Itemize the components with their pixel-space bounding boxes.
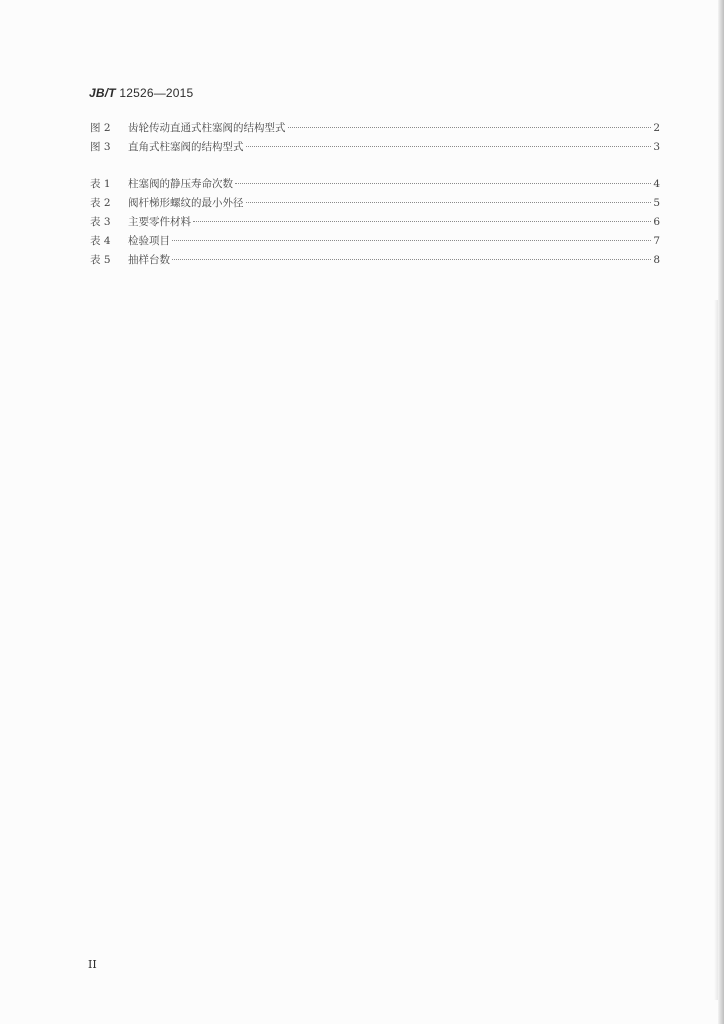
- toc-entry-title: 阀杆梯形螺纹的最小外径: [128, 197, 244, 209]
- toc-entry-figure-3[interactable]: [90, 139, 660, 158]
- toc-entry-label: 表 2: [90, 197, 111, 209]
- toc-entry-label: 表 5: [90, 254, 111, 266]
- toc-entry-table-2[interactable]: [90, 195, 660, 214]
- toc-entry-figure-2[interactable]: [90, 120, 660, 139]
- leader-dots: [172, 240, 651, 241]
- toc-entry-label: 表 4: [90, 235, 111, 247]
- leader-dots: [172, 259, 651, 260]
- toc-entry-table-1[interactable]: [90, 176, 660, 195]
- toc-entry-table-5[interactable]: [90, 252, 660, 271]
- document-header: [89, 86, 193, 100]
- standard-code: JB/T: [89, 86, 116, 100]
- leader-dots: [235, 183, 651, 184]
- toc-entry-page: 2: [653, 122, 660, 134]
- standard-number: 12526—2015: [119, 86, 194, 100]
- leader-dots: [193, 221, 651, 222]
- toc-entry-title: 主要零件材料: [128, 216, 191, 228]
- toc-entry-page: 5: [653, 197, 660, 209]
- toc-entry-label: 表 1: [90, 178, 111, 190]
- table-of-contents: [90, 120, 660, 289]
- toc-entry-title: 直角式柱塞阀的结构型式: [128, 141, 244, 153]
- toc-entry-page: 8: [653, 254, 660, 266]
- page-number: II: [88, 958, 97, 971]
- toc-entry-title: 齿轮传动直通式柱塞阀的结构型式: [128, 122, 286, 134]
- leader-dots: [246, 202, 652, 203]
- toc-entry-page: 6: [653, 216, 660, 228]
- figure-list: [90, 120, 660, 158]
- toc-entry-table-4[interactable]: [90, 233, 660, 252]
- table-list: [90, 176, 660, 271]
- toc-entry-title: 抽样台数: [128, 254, 170, 266]
- leader-dots: [246, 146, 652, 147]
- toc-entry-page: 3: [653, 141, 660, 153]
- toc-entry-title: 检验项目: [128, 235, 170, 247]
- toc-entry-label: 图 2: [90, 122, 111, 134]
- page-edge: [718, 0, 724, 1024]
- toc-entry-label: 表 3: [90, 216, 111, 228]
- toc-entry-page: 4: [653, 178, 660, 190]
- toc-entry-label: 图 3: [90, 141, 111, 153]
- leader-dots: [288, 127, 652, 128]
- toc-entry-table-3[interactable]: [90, 214, 660, 233]
- toc-entry-page: 7: [653, 235, 660, 247]
- toc-entry-title: 柱塞阀的静压寿命次数: [128, 178, 233, 190]
